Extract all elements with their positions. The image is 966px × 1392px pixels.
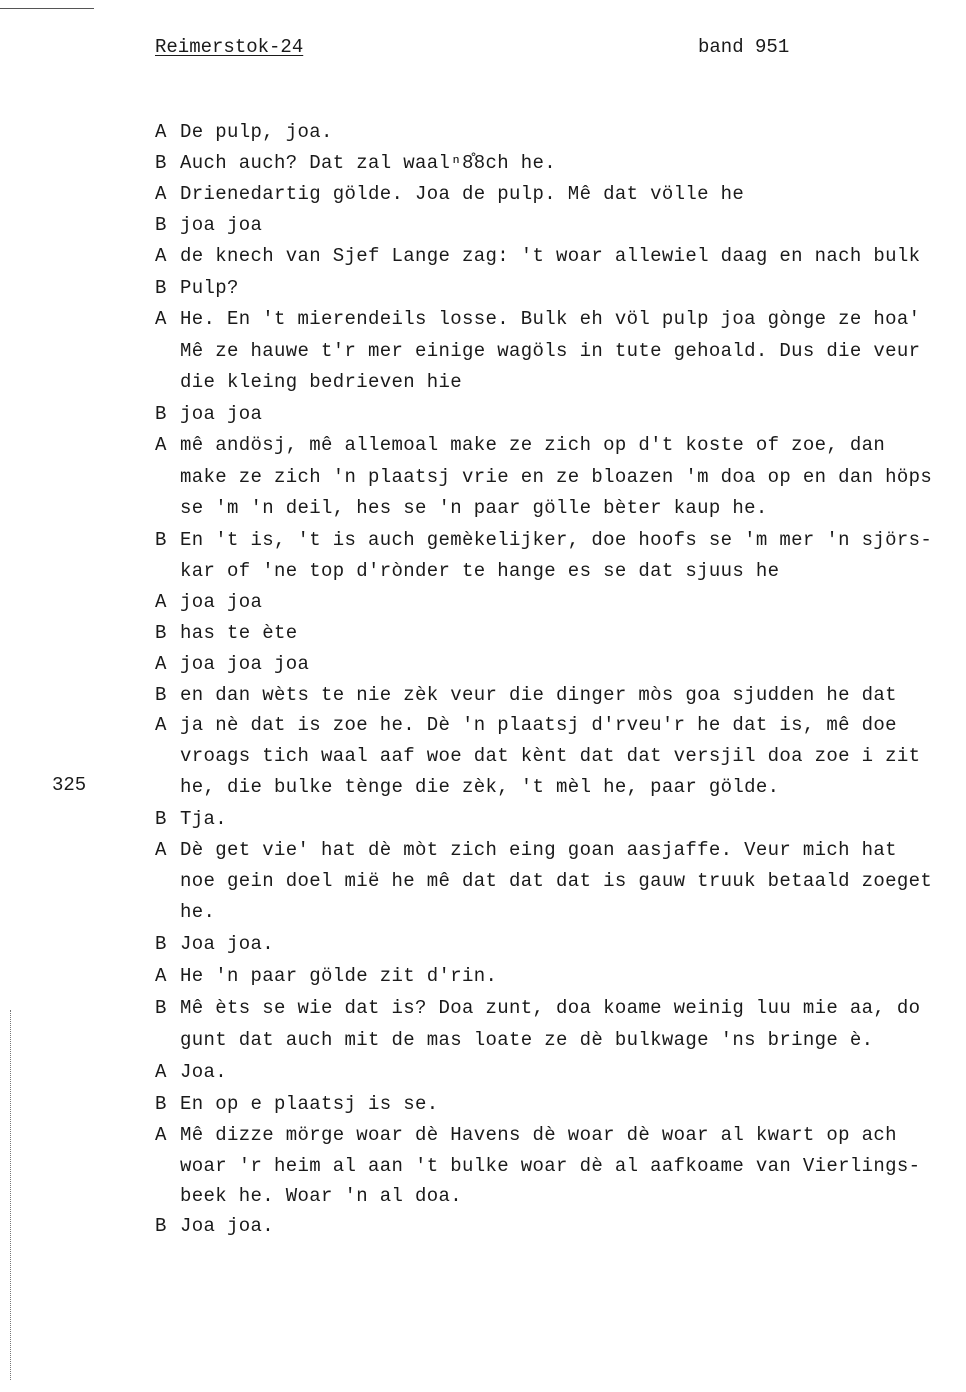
line-text: gunt dat auch mit de mas loate ze dè bulkwage 'ns bringe è. [180, 1029, 874, 1051]
line-text: Pulp? [180, 277, 239, 299]
line-text: make ze zich 'n plaatsj vrie en ze bloazen 'm doa op en dan höps [180, 466, 933, 488]
line-text: has te ète [180, 622, 298, 644]
line-text: kar of 'ne top d'rònder te hange es se dat sjuus he [180, 560, 780, 582]
speaker-label: A [155, 434, 167, 456]
speaker-label: B [155, 403, 167, 425]
line-text: Auch auch? Dat zal waalⁿ8̊8ch he. [180, 152, 557, 174]
speaker-label: B [155, 214, 167, 236]
line-text: beek he. Woar 'n al doa. [180, 1185, 463, 1207]
line-text: he. [180, 901, 216, 923]
speaker-label: A [155, 653, 167, 675]
speaker-label: B [155, 277, 167, 299]
speaker-label: A [155, 714, 167, 736]
line-text: En op e plaatsj is se. [180, 1093, 439, 1115]
line-text: en dan wèts te nie zèk veur die dinger mòs goa sjudden he dat [180, 684, 897, 706]
speaker-label: A [155, 591, 167, 613]
line-text: joa joa [180, 403, 263, 425]
line-text: Joa joa. [180, 1215, 275, 1237]
line-text: Joa joa. [180, 933, 275, 955]
speaker-label: B [155, 997, 167, 1019]
line-text: Mê ze hauwe t'r mer einige wagöls in tute gehoald. Dus die veur [180, 340, 921, 362]
speaker-label: A [155, 121, 167, 143]
line-text: De pulp, joa. [180, 121, 333, 143]
speaker-label: A [155, 308, 167, 330]
speaker-label: B [155, 622, 167, 644]
speaker-label: A [155, 183, 167, 205]
line-text: die kleing bedrieven hie [180, 371, 463, 393]
speaker-label: A [155, 965, 167, 987]
line-text: Joa. [180, 1061, 228, 1083]
speaker-label: B [155, 152, 167, 174]
speaker-label: B [155, 808, 167, 830]
line-text: he, die bulke tènge die zèk, 't mèl he, paar gölde. [180, 776, 780, 798]
line-text: noe gein doel mië he mê dat dat dat is gauw truuk betaald zoeget [180, 870, 933, 892]
speaker-label: A [155, 1061, 167, 1083]
speaker-label: A [155, 839, 167, 861]
line-text: joa joa [180, 214, 263, 236]
line-text: Dè get vie' hat dè mòt zich eing goan aasjaffe. Veur mich hat [180, 839, 897, 861]
line-text: He. En 't mierendeils losse. Bulk eh völ pulp joa gònge ze hoa' [180, 308, 921, 330]
speaker-label: B [155, 684, 167, 706]
line-text: vroags tich waal aaf woe dat kènt dat dat versjil doa zoe i zit [180, 745, 921, 767]
tape-band-number: band 951 [698, 36, 790, 58]
margin-dotted-line [10, 1010, 11, 1380]
line-text: Tja. [180, 808, 228, 830]
speaker-label: B [155, 1093, 167, 1115]
line-text: se 'm 'n deil, hes se 'n paar gölle bèter kaup he. [180, 497, 768, 519]
top-rule [0, 8, 94, 9]
speaker-label: B [155, 1215, 167, 1237]
speaker-label: A [155, 245, 167, 267]
line-text: Mê dizze mörge woar dè Havens dè woar dè woar al kwart op ach [180, 1124, 897, 1146]
line-text: mê andösj, mê allemoal make ze zich op d't koste of zoe, dan [180, 434, 886, 456]
line-text: Mê èts se wie dat is? Doa zunt, doa koame weinig luu mie aa, do [180, 997, 921, 1019]
speaker-label: A [155, 1124, 167, 1146]
line-text: de knech van Sjef Lange zag: 't woar allewiel daag en nach bulk [180, 245, 921, 267]
line-text: joa joa joa [180, 653, 310, 675]
speaker-label: B [155, 529, 167, 551]
line-text: En 't is, 't is auch gemèkelijker, doe hoofs se 'm mer 'n sjörs- [180, 529, 933, 551]
line-text: ja nè dat is zoe he. Dè 'n plaatsj d'rveu'r he dat is, mê doe [180, 714, 897, 736]
margin-line-number: 325 [52, 774, 87, 796]
line-text: Drienedartig gölde. Joa de pulp. Mê dat völle he [180, 183, 745, 205]
page-title: Reimerstok-24 [155, 36, 304, 58]
line-text: He 'n paar gölde zit d'rin. [180, 965, 498, 987]
line-text: woar 'r heim al aan 't bulke woar dè al aafkoame van Vierlings- [180, 1155, 921, 1177]
speaker-label: B [155, 933, 167, 955]
line-text: joa joa [180, 591, 263, 613]
